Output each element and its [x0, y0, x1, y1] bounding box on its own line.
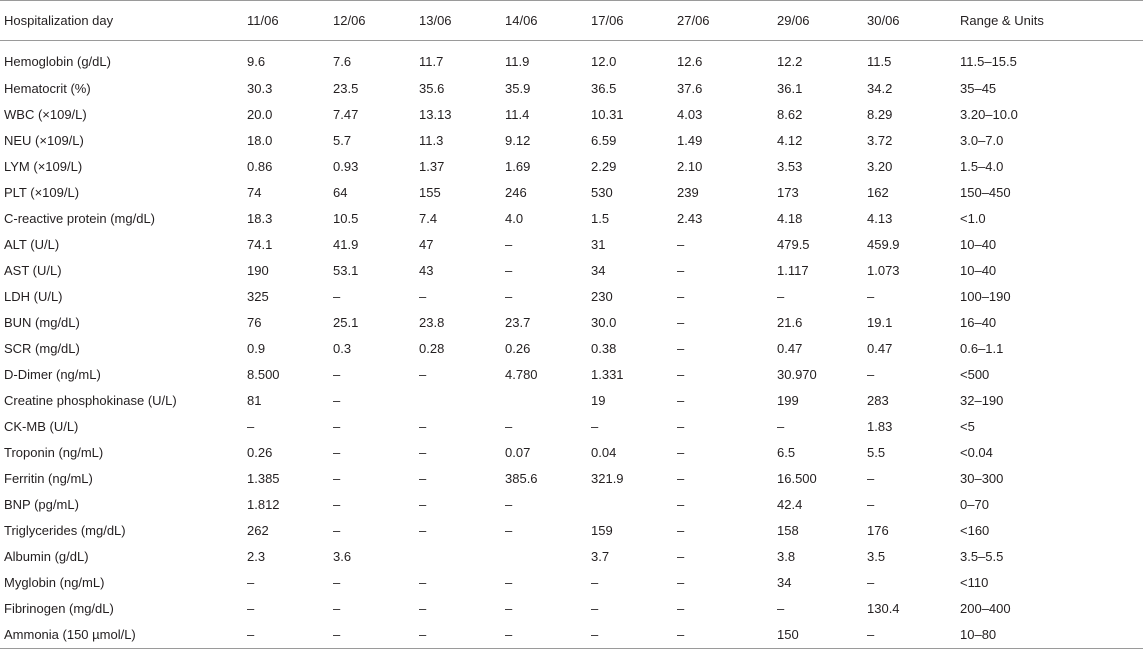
value-cell: 3.72 [867, 132, 893, 148]
value-cell: 4.780 [505, 366, 538, 382]
value-cell: 5.7 [333, 132, 352, 148]
value-cell: 1.37 [419, 158, 445, 174]
value-cell: 23.7 [505, 314, 531, 330]
value-cell: 11.3 [419, 132, 444, 148]
value-cell: 30.0 [591, 314, 617, 330]
value-cell: – [247, 418, 255, 434]
row-label: D-Dimer (ng/mL) [4, 366, 101, 382]
value-cell: 6.5 [777, 444, 796, 460]
value-cell: 3.5 [867, 548, 886, 564]
value-cell: 0.93 [333, 158, 359, 174]
value-cell: – [867, 574, 875, 590]
reference-range-cell: 35–45 [960, 80, 997, 96]
value-cell: 173 [777, 184, 799, 200]
value-cell: – [333, 418, 341, 434]
reference-range-cell: 10–40 [960, 236, 997, 252]
value-cell: – [333, 392, 341, 408]
row-label: ALT (U/L) [4, 236, 60, 252]
value-cell: – [677, 366, 685, 382]
value-cell: 36.5 [591, 80, 617, 96]
column-header-date: 30/06 [863, 1, 956, 41]
table-row [0, 309, 1143, 335]
value-cell: – [677, 600, 685, 616]
row-label: Myglobin (ng/mL) [4, 574, 105, 590]
value-cell: 3.20 [867, 158, 893, 174]
value-cell: 199 [777, 392, 799, 408]
value-cell: – [243, 621, 329, 649]
row-label: SCR (mg/dL) [4, 340, 80, 356]
value-cell: 159 [591, 522, 613, 538]
value-cell: – [677, 392, 685, 408]
value-cell: 283 [867, 392, 889, 408]
value-cell: – [677, 288, 685, 304]
table-row [0, 491, 1143, 517]
column-header-parameter: Hospitalization day [0, 1, 243, 41]
value-cell: 11.4 [505, 106, 530, 122]
value-cell: 385.6 [505, 470, 538, 486]
reference-range-cell: 3.20–10.0 [960, 106, 1018, 122]
table-row [0, 283, 1143, 309]
value-cell: 30.3 [247, 80, 273, 96]
value-cell: – [677, 236, 685, 252]
table-row [0, 569, 1143, 595]
value-cell: 41.9 [333, 236, 359, 252]
value-cell: 34 [777, 574, 792, 590]
value-cell: 230 [591, 288, 613, 304]
row-label: PLT (×109/L) [4, 184, 80, 200]
column-header-date: 17/06 [587, 1, 673, 41]
value-cell: 0.3 [333, 340, 352, 356]
value-cell: 1.812 [247, 496, 280, 512]
row-label: Fibrinogen (mg/dL) [4, 600, 114, 616]
value-cell: 2.29 [591, 158, 617, 174]
row-label: Triglycerides (mg/dL) [4, 522, 126, 538]
value-cell: 74.1 [247, 236, 273, 252]
table-row [0, 465, 1143, 491]
value-cell: 81 [247, 392, 262, 408]
value-cell: – [329, 621, 415, 649]
value-cell: 1.385 [247, 470, 280, 486]
table-row [0, 205, 1143, 231]
value-cell: 0.28 [419, 340, 445, 356]
value-cell: 53.1 [333, 262, 359, 278]
value-cell: 0.26 [505, 340, 531, 356]
column-header-date: 11/06 [243, 1, 329, 41]
reference-range-cell: 1.5–4.0 [960, 158, 1004, 174]
value-cell: 1.49 [677, 132, 703, 148]
value-cell: 11.7 [419, 53, 444, 69]
value-cell: 11.9 [505, 53, 530, 69]
value-cell: 0.04 [591, 444, 617, 460]
value-cell: 8.29 [867, 106, 893, 122]
reference-range-cell: 3.5–5.5 [960, 548, 1004, 564]
value-cell: 239 [677, 184, 699, 200]
value-cell: 8.500 [247, 366, 280, 382]
row-label: AST (U/L) [4, 262, 62, 278]
value-cell: 0.07 [505, 444, 531, 460]
value-cell: – [587, 621, 673, 649]
reference-range-cell: 100–190 [960, 288, 1011, 304]
value-cell: – [419, 522, 427, 538]
reference-range-cell: 30–300 [960, 470, 1004, 486]
row-label: LYM (×109/L) [4, 158, 83, 174]
row-label: Hemoglobin (g/dL) [4, 53, 111, 69]
value-cell: 35.9 [505, 80, 531, 96]
value-cell: – [505, 496, 513, 512]
value-cell: 36.1 [777, 80, 803, 96]
table-row [0, 621, 1143, 649]
column-header-date: 29/06 [773, 1, 863, 41]
value-cell: – [505, 236, 513, 252]
table-row [0, 413, 1143, 439]
table-body [0, 41, 1143, 649]
value-cell: – [677, 522, 685, 538]
value-cell: – [419, 600, 427, 616]
value-cell: 34 [591, 262, 606, 278]
value-cell: 18.3 [247, 210, 273, 226]
value-cell: 176 [867, 522, 889, 538]
row-label: Ammonia (150 µmol/L) [0, 621, 243, 649]
reference-range-cell: <110 [960, 574, 989, 590]
value-cell: 479.5 [777, 236, 810, 252]
value-cell: 4.12 [777, 132, 803, 148]
value-cell: 19.1 [867, 314, 893, 330]
value-cell: 13.13 [419, 106, 452, 122]
table-row [0, 75, 1143, 101]
value-cell: 4.13 [867, 210, 893, 226]
reference-range-cell: 150–450 [960, 184, 1011, 200]
value-cell [415, 387, 501, 413]
column-header-range: Range & Units [956, 1, 1143, 41]
column-header-date: 13/06 [415, 1, 501, 41]
table-row [0, 517, 1143, 543]
value-cell: – [333, 600, 341, 616]
reference-range-cell: 32–190 [960, 392, 1004, 408]
value-cell: 16.500 [777, 470, 817, 486]
value-cell: 1.69 [505, 158, 531, 174]
value-cell: 5.5 [867, 444, 886, 460]
value-cell: – [333, 288, 341, 304]
table-row [0, 335, 1143, 361]
table-row [0, 101, 1143, 127]
value-cell: 30.970 [777, 366, 817, 382]
value-cell: 20.0 [247, 106, 273, 122]
value-cell [587, 491, 673, 517]
table-row [0, 361, 1143, 387]
value-cell: – [333, 574, 341, 590]
row-label: Troponin (ng/mL) [4, 444, 104, 460]
value-cell: – [247, 600, 255, 616]
value-cell: 2.3 [247, 548, 266, 564]
table-row [0, 387, 1143, 413]
value-cell: 0.38 [591, 340, 617, 356]
value-cell: – [677, 574, 685, 590]
value-cell [501, 387, 587, 413]
value-cell: 6.59 [591, 132, 617, 148]
value-cell: – [419, 366, 427, 382]
value-cell: 1.331 [591, 366, 624, 382]
table-row [0, 439, 1143, 465]
value-cell: 7.47 [333, 106, 359, 122]
value-cell: – [677, 470, 685, 486]
value-cell: 23.8 [419, 314, 445, 330]
value-cell: 3.8 [777, 548, 796, 564]
value-cell: 12.0 [591, 53, 617, 69]
value-cell: – [333, 522, 341, 538]
reference-range-cell: <160 [960, 522, 990, 538]
table-row [0, 127, 1143, 153]
value-cell: – [673, 621, 773, 649]
table-row [0, 179, 1143, 205]
value-cell: 7.4 [419, 210, 438, 226]
value-cell: 8.62 [777, 106, 803, 122]
reference-range-cell: 3.0–7.0 [960, 132, 1004, 148]
value-cell: – [677, 496, 685, 512]
value-cell: – [777, 600, 785, 616]
table-row [0, 41, 1143, 76]
value-cell: 162 [867, 184, 889, 200]
value-cell: 190 [247, 262, 269, 278]
value-cell: 155 [419, 184, 441, 200]
row-label: NEU (×109/L) [4, 132, 84, 148]
value-cell: 246 [505, 184, 527, 200]
reference-range-cell: <500 [960, 366, 990, 382]
reference-range-cell: 200–400 [960, 600, 1011, 616]
value-cell: – [419, 444, 427, 460]
value-cell: – [863, 621, 956, 649]
value-cell: 10.5 [333, 210, 359, 226]
value-cell: 34.2 [867, 80, 893, 96]
value-cell [501, 543, 587, 569]
value-cell: 325 [247, 288, 269, 304]
value-cell: 42.4 [777, 496, 803, 512]
value-cell: 74 [247, 184, 262, 200]
value-cell: – [867, 470, 875, 486]
value-cell: 321.9 [591, 470, 624, 486]
value-cell: – [777, 418, 785, 434]
row-label: CK-MB (U/L) [4, 418, 79, 434]
value-cell: – [419, 470, 427, 486]
reference-range-cell: <1.0 [960, 210, 986, 226]
value-cell: 262 [247, 522, 269, 538]
value-cell: – [677, 314, 685, 330]
row-label: C-reactive protein (mg/dL) [4, 210, 155, 226]
value-cell: – [867, 288, 875, 304]
value-cell: 9.6 [247, 53, 266, 69]
value-cell: 10.31 [591, 106, 624, 122]
value-cell: 12.6 [677, 53, 703, 69]
table-row [0, 153, 1143, 179]
value-cell: – [677, 340, 685, 356]
value-cell: 1.117 [777, 262, 809, 278]
column-header-date: 12/06 [329, 1, 415, 41]
value-cell: – [591, 600, 599, 616]
column-header-date: 14/06 [501, 1, 587, 41]
row-label: LDH (U/L) [4, 288, 63, 304]
value-cell: 158 [777, 522, 799, 538]
row-label: Ferritin (ng/mL) [4, 470, 93, 486]
value-cell [415, 543, 501, 569]
value-cell: 19 [591, 392, 606, 408]
value-cell: 3.6 [333, 548, 352, 564]
row-label: BUN (mg/dL) [4, 314, 80, 330]
value-cell: – [419, 418, 427, 434]
value-cell: 21.6 [777, 314, 803, 330]
value-cell: – [505, 418, 513, 434]
table-header [0, 1, 1143, 41]
value-cell: 11.5 [867, 53, 892, 69]
value-cell: – [677, 418, 685, 434]
value-cell: 530 [591, 184, 613, 200]
value-cell: 47 [419, 236, 434, 252]
table-row [0, 595, 1143, 621]
table-row [0, 257, 1143, 283]
row-label: Hematocrit (%) [4, 80, 91, 96]
value-cell: 4.0 [505, 210, 524, 226]
value-cell: 64 [333, 184, 348, 200]
value-cell: – [505, 288, 513, 304]
value-cell: – [333, 496, 341, 512]
column-header-date: 27/06 [673, 1, 773, 41]
value-cell: 4.18 [777, 210, 803, 226]
value-cell: – [333, 444, 341, 460]
header-row [0, 1, 1143, 41]
value-cell: – [677, 444, 685, 460]
value-cell: 43 [419, 262, 434, 278]
reference-range-cell: 11.5–15.5 [960, 53, 1017, 69]
value-cell: – [419, 496, 427, 512]
value-cell: – [419, 574, 427, 590]
reference-range-cell: 10–80 [956, 621, 1143, 649]
value-cell: 4.03 [677, 106, 703, 122]
value-cell: 150 [773, 621, 863, 649]
value-cell: 0.47 [867, 340, 893, 356]
reference-range-cell: <0.04 [960, 444, 993, 460]
reference-range-cell: 0.6–1.1 [960, 340, 1004, 356]
row-label: WBC (×109/L) [4, 106, 87, 122]
value-cell: 23.5 [333, 80, 359, 96]
value-cell: 76 [247, 314, 262, 330]
value-cell: 3.7 [591, 548, 610, 564]
row-label: Creatine phosphokinase (U/L) [4, 392, 177, 408]
value-cell: – [415, 621, 501, 649]
table-row [0, 543, 1143, 569]
value-cell: 9.12 [505, 132, 531, 148]
value-cell: – [505, 574, 513, 590]
row-label: BNP (pg/mL) [4, 496, 79, 512]
value-cell: 25.1 [333, 314, 359, 330]
value-cell: 2.43 [677, 210, 703, 226]
value-cell: – [591, 574, 599, 590]
value-cell: – [505, 522, 513, 538]
value-cell: – [333, 366, 341, 382]
value-cell: 1.073 [867, 262, 900, 278]
table-row [0, 231, 1143, 257]
value-cell: – [777, 288, 785, 304]
value-cell: 18.0 [247, 132, 273, 148]
value-cell: 31 [591, 236, 606, 252]
value-cell: 0.47 [777, 340, 803, 356]
value-cell: 1.83 [867, 418, 893, 434]
value-cell: 7.6 [333, 53, 352, 69]
value-cell: – [505, 262, 513, 278]
row-label: Albumin (g/dL) [4, 548, 89, 564]
value-cell: 37.6 [677, 80, 703, 96]
value-cell: 35.6 [419, 80, 445, 96]
value-cell: 0.26 [247, 444, 273, 460]
reference-range-cell: 16–40 [960, 314, 997, 330]
value-cell: 3.53 [777, 158, 803, 174]
reference-range-cell: <5 [960, 418, 975, 434]
value-cell: – [505, 600, 513, 616]
value-cell: 12.2 [777, 53, 803, 69]
value-cell: – [677, 548, 685, 564]
value-cell: – [419, 288, 427, 304]
reference-range-cell: 10–40 [960, 262, 997, 278]
value-cell: 0.9 [247, 340, 266, 356]
value-cell: – [333, 470, 341, 486]
value-cell: – [677, 262, 685, 278]
value-cell: – [867, 366, 875, 382]
value-cell: – [867, 496, 875, 512]
value-cell: 0.86 [247, 158, 273, 174]
reference-range-cell: 0–70 [960, 496, 989, 512]
value-cell: – [591, 418, 599, 434]
value-cell: 1.5 [591, 210, 610, 226]
value-cell: 2.10 [677, 158, 703, 174]
value-cell: – [501, 621, 587, 649]
value-cell: 459.9 [867, 236, 900, 252]
value-cell: 130.4 [867, 600, 900, 616]
value-cell: – [247, 574, 255, 590]
